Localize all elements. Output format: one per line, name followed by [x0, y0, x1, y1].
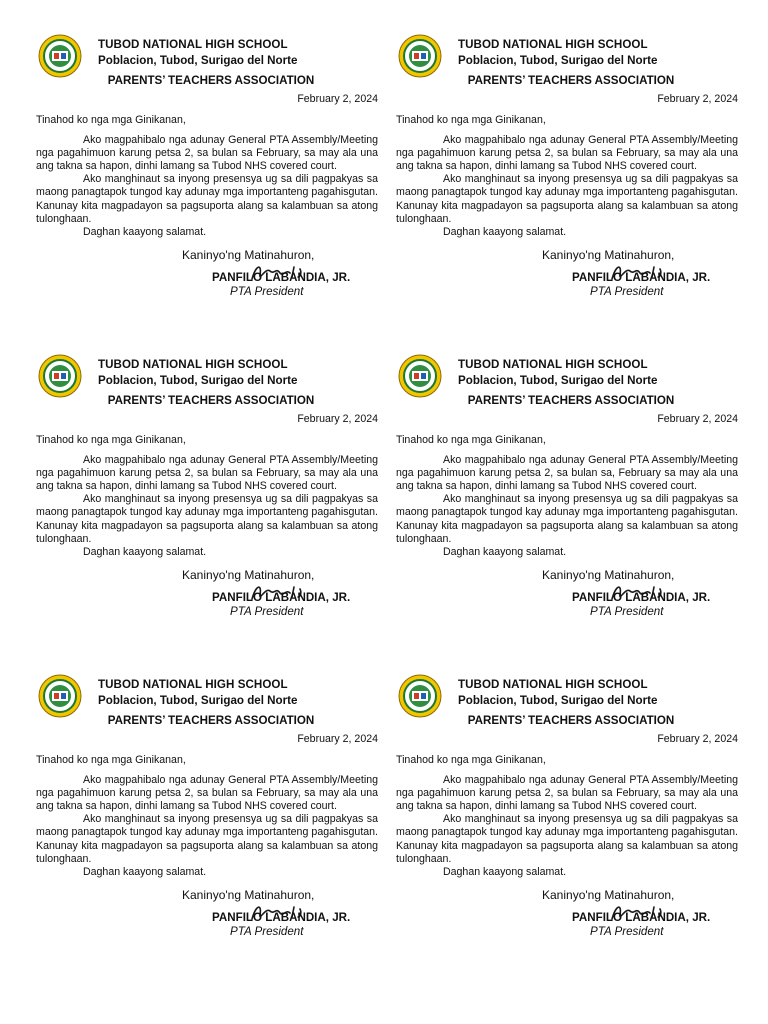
notice-date: February 2, 2024 — [657, 93, 738, 106]
notice-date: February 2, 2024 — [297, 413, 378, 426]
school-address: Poblacion, Tubod, Surigao del Norte — [458, 54, 658, 67]
school-address: Poblacion, Tubod, Surigao del Norte — [98, 694, 298, 707]
body-paragraph-1: Ako magpahibalo nga adunay General PTA Assembly/Meeting nga pagahimuon karung petsa 2, sa bulan sa February, sa may ala una ang takna sa hapon, dinhi lamang sa Tubod NHS covered court. — [396, 773, 738, 813]
signatory-title: PTA President — [230, 605, 304, 619]
signature-block — [36, 883, 378, 943]
school-seal-logo — [398, 34, 442, 78]
school-address: Poblacion, Tubod, Surigao del Norte — [458, 374, 658, 387]
school-address: Poblacion, Tubod, Surigao del Norte — [98, 54, 298, 67]
notice-header — [396, 674, 738, 714]
school-name: TUBOD NATIONAL HIGH SCHOOL — [458, 358, 648, 371]
body-paragraph-2: Ako manghinaut sa inyong presensya ug sa dili pagpakyas sa maong panagtapok tungod kay adunay mga importanteng pagahisgutan. Kanunay kita magpadayon sa pagsuporta alang sa kalambuan sa atong tulonghaan. — [396, 813, 738, 865]
body-paragraph-2: Ako manghinaut sa inyong presensya ug sa dili pagpakyas sa maong panagtapok tungod kay adunay mga importanteng pagahisgutan. Kanunay kita magpadayon sa pagsuporta alang sa kalambuan sa atong tulonghaan. — [36, 493, 378, 545]
signature-block — [36, 563, 378, 623]
pta-notice-2 — [396, 34, 738, 352]
school-name: TUBOD NATIONAL HIGH SCHOOL — [98, 38, 288, 51]
signature-block — [396, 243, 738, 303]
body-paragraph-2: Ako manghinaut sa inyong presensya ug sa dili pagpakyas sa maong panagtapok tungod kay adunay mga importanteng pagahisgutan. Kanunay kita magpadayon sa pagsuporta alang sa kalambuan sa atong tulonghaan. — [36, 813, 378, 865]
closing-line: Kaninyo'ng Matinahuron, — [182, 568, 315, 583]
signatory-title: PTA President — [590, 925, 664, 939]
thanks-line: Daghan kaayong salamat. — [443, 226, 567, 239]
salutation: Tinahod ko nga mga Ginikanan, — [36, 114, 186, 127]
notice-date: February 2, 2024 — [297, 733, 378, 746]
association-heading: PARENTS’ TEACHERS ASSOCIATION — [467, 394, 675, 407]
signature-block — [36, 243, 378, 303]
body-paragraph-1: Ako magpahibalo nga adunay General PTA Assembly/Meeting nga pagahimuon karung petsa 2, sa bulan sa February, sa may ala una ang takna sa hapon, dinhi lamang sa Tubod NHS covered court. — [36, 453, 378, 493]
signatory-name: PANFILO LABANDIA, JR. — [572, 911, 711, 925]
salutation: Tinahod ko nga mga Ginikanan, — [396, 754, 546, 767]
body-paragraph-1: Ako magpahibalo nga adunay General PTA Assembly/Meeting nga pagahimuon karung petsa 2, sa bulan sa February, sa may ala una ang takna sa hapon, dinhi lamang sa Tubod NHS covered court. — [36, 133, 378, 173]
school-name: TUBOD NATIONAL HIGH SCHOOL — [98, 678, 288, 691]
notice-header — [396, 354, 738, 394]
body-paragraph-2: Ako manghinaut sa inyong presensya ug sa dili pagpakyas sa maong panagtapok tungod kay adunay mga importanteng pagahisgutan. Kanunay kita magpadayon sa pagsuporta alang sa kalambuan sa atong tulonghaan. — [396, 173, 738, 225]
body-paragraph-1: Ako magpahibalo nga adunay General PTA Assembly/Meeting nga pagahimuon karung petsa 2, sa bulan sa February, sa may ala una ang takna sa hapon, dinhi lamang sa Tubod NHS covered court. — [396, 133, 738, 173]
signature-block — [396, 563, 738, 623]
signatory-name: PANFILO LABANDIA, JR. — [212, 591, 351, 605]
notice-header — [36, 354, 378, 394]
signatory-title: PTA President — [590, 605, 664, 619]
notice-header — [396, 34, 738, 74]
association-heading: PARENTS’ TEACHERS ASSOCIATION — [107, 714, 315, 727]
school-seal-logo — [398, 674, 442, 718]
school-seal-logo — [38, 34, 82, 78]
signatory-name: PANFILO LABANDIA, JR. — [212, 911, 351, 925]
notice-date: February 2, 2024 — [657, 733, 738, 746]
association-heading: PARENTS’ TEACHERS ASSOCIATION — [467, 714, 675, 727]
pta-notice-5 — [36, 674, 378, 992]
school-seal-logo — [38, 674, 82, 718]
school-address: Poblacion, Tubod, Surigao del Norte — [98, 374, 298, 387]
salutation: Tinahod ko nga mga Ginikanan, — [396, 114, 546, 127]
school-address: Poblacion, Tubod, Surigao del Norte — [458, 694, 658, 707]
signatory-name: PANFILO LABANDIA, JR. — [212, 271, 351, 285]
closing-line: Kaninyo'ng Matinahuron, — [182, 248, 315, 263]
association-heading: PARENTS’ TEACHERS ASSOCIATION — [107, 74, 315, 87]
salutation: Tinahod ko nga mga Ginikanan, — [396, 434, 546, 447]
signatory-name: PANFILO LABANDIA, JR. — [572, 591, 711, 605]
association-heading: PARENTS’ TEACHERS ASSOCIATION — [467, 74, 675, 87]
thanks-line: Daghan kaayong salamat. — [83, 866, 207, 879]
pta-notice-3 — [36, 354, 378, 672]
school-seal-logo — [398, 354, 442, 398]
closing-line: Kaninyo'ng Matinahuron, — [542, 888, 675, 903]
body-paragraph-2: Ako manghinaut sa inyong presensya ug sa dili pagpakyas sa maong panagtapok tungod kay adunay mga importanteng pagahisgutan. Kanunay kita magpadayon sa pagsuporta alang sa kalambuan sa atong tulonghaan. — [36, 173, 378, 225]
thanks-line: Daghan kaayong salamat. — [443, 866, 567, 879]
notice-header — [36, 674, 378, 714]
body-paragraph-1: Ako magpahibalo nga adunay General PTA Assembly/Meeting nga pagahimuon karung petsa 2, sa bulan sa, February sa may ala una ang takna sa hapon, dinhi lamang sa Tubod NHS covered court. — [396, 453, 738, 493]
signatory-title: PTA President — [590, 285, 664, 299]
salutation: Tinahod ko nga mga Ginikanan, — [36, 434, 186, 447]
thanks-line: Daghan kaayong salamat. — [83, 546, 207, 559]
closing-line: Kaninyo'ng Matinahuron, — [542, 568, 675, 583]
closing-line: Kaninyo'ng Matinahuron, — [182, 888, 315, 903]
signature-block — [396, 883, 738, 943]
body-paragraph-1: Ako magpahibalo nga adunay General PTA Assembly/Meeting nga pagahimuon karung petsa 2, sa bulan sa February, sa may ala una ang takna sa hapon, dinhi lamang sa Tubod NHS covered court. — [36, 773, 378, 813]
school-name: TUBOD NATIONAL HIGH SCHOOL — [458, 38, 648, 51]
thanks-line: Daghan kaayong salamat. — [443, 546, 567, 559]
notice-header — [36, 34, 378, 74]
pta-notice-4 — [396, 354, 738, 672]
signatory-title: PTA President — [230, 925, 304, 939]
salutation: Tinahod ko nga mga Ginikanan, — [36, 754, 186, 767]
notice-date: February 2, 2024 — [297, 93, 378, 106]
pta-notice-1 — [36, 34, 378, 352]
school-seal-logo — [38, 354, 82, 398]
signatory-title: PTA President — [230, 285, 304, 299]
school-name: TUBOD NATIONAL HIGH SCHOOL — [458, 678, 648, 691]
pta-notice-6 — [396, 674, 738, 992]
thanks-line: Daghan kaayong salamat. — [83, 226, 207, 239]
closing-line: Kaninyo'ng Matinahuron, — [542, 248, 675, 263]
association-heading: PARENTS’ TEACHERS ASSOCIATION — [107, 394, 315, 407]
body-paragraph-2: Ako manghinaut sa inyong presensya ug sa dili pagpakyas sa maong panagtapok tungod kay adunay mga importanteng pagahisgutan. Kanunay kita magpadayon sa pagsuporta alang sa kalambuan sa atong tulonghaan. — [396, 493, 738, 545]
notice-date: February 2, 2024 — [657, 413, 738, 426]
signatory-name: PANFILO LABANDIA, JR. — [572, 271, 711, 285]
school-name: TUBOD NATIONAL HIGH SCHOOL — [98, 358, 288, 371]
